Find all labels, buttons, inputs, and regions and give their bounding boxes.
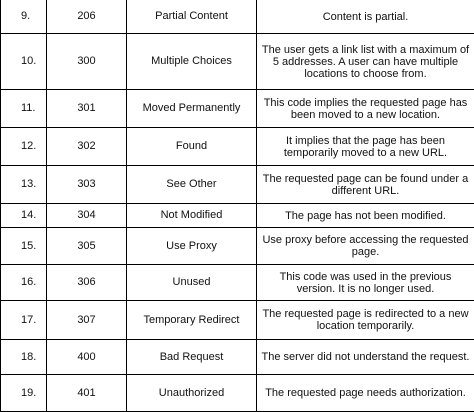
status-name-cell: See Other [127,166,257,204]
table-row [1,34,474,90]
row-number-cell: 10. [1,34,47,90]
row-number-cell: 17. [1,301,47,340]
status-name-cell: Bad Request [127,340,257,375]
table-row [1,204,474,228]
status-code-cell: 302 [47,128,127,166]
row-number-cell: 16. [1,265,47,301]
description-cell: Use proxy before accessing the requested page. [257,228,474,265]
status-name-cell: Partial Content [127,0,257,34]
table-row [1,340,474,375]
status-name-cell: Multiple Choices [127,34,257,90]
status-name-cell: Unused [127,265,257,301]
description-cell: Content is partial. [257,0,474,34]
description-cell: The page has not been modified. [257,204,474,228]
description-cell: The user gets a link list with a maximum of 5 addresses. A user can have multiple locations to choose from. [257,34,474,90]
status-name-cell: Found [127,128,257,166]
description-cell: It implies that the page has been temporarily moved to a new URL. [257,128,474,166]
status-code-cell: 400 [47,340,127,375]
status-code-cell: 301 [47,90,127,128]
row-number-cell: 12. [1,128,47,166]
status-name-cell: Temporary Redirect [127,301,257,340]
status-name-cell: Moved Permanently [127,90,257,128]
status-code-cell: 305 [47,228,127,265]
status-name-cell: Not Modified [127,204,257,228]
table-body [1,0,474,412]
description-cell: The requested page needs authorization. [257,375,474,412]
table-row [1,301,474,340]
table-row [1,228,474,265]
row-number-cell: 15. [1,228,47,265]
status-code-cell: 300 [47,34,127,90]
status-code-cell: 206 [47,0,127,34]
table-row [1,90,474,128]
row-number-cell: 14. [1,204,47,228]
status-code-cell: 304 [47,204,127,228]
status-code-cell: 306 [47,265,127,301]
description-cell: This code implies the requested page has been moved to a new location. [257,90,474,128]
row-number-cell: 13. [1,166,47,204]
status-name-cell: Use Proxy [127,228,257,265]
table-row [1,375,474,412]
table-row [1,128,474,166]
description-cell: The requested page is redirected to a new location temporarily. [257,301,474,340]
status-code-cell: 307 [47,301,127,340]
table-row [1,265,474,301]
status-name-cell: Unauthorized [127,375,257,412]
status-code-cell: 303 [47,166,127,204]
row-number-cell: 18. [1,340,47,375]
table-row [1,0,474,34]
table-row [1,166,474,204]
status-code-cell: 401 [47,375,127,412]
description-cell: The requested page can be found under a different URL. [257,166,474,204]
row-number-cell: 9. [1,0,47,34]
row-number-cell: 19. [1,375,47,412]
row-number-cell: 11. [1,90,47,128]
description-cell: The server did not understand the request. [257,340,474,375]
description-cell: This code was used in the previous version. It is no longer used. [257,265,474,301]
